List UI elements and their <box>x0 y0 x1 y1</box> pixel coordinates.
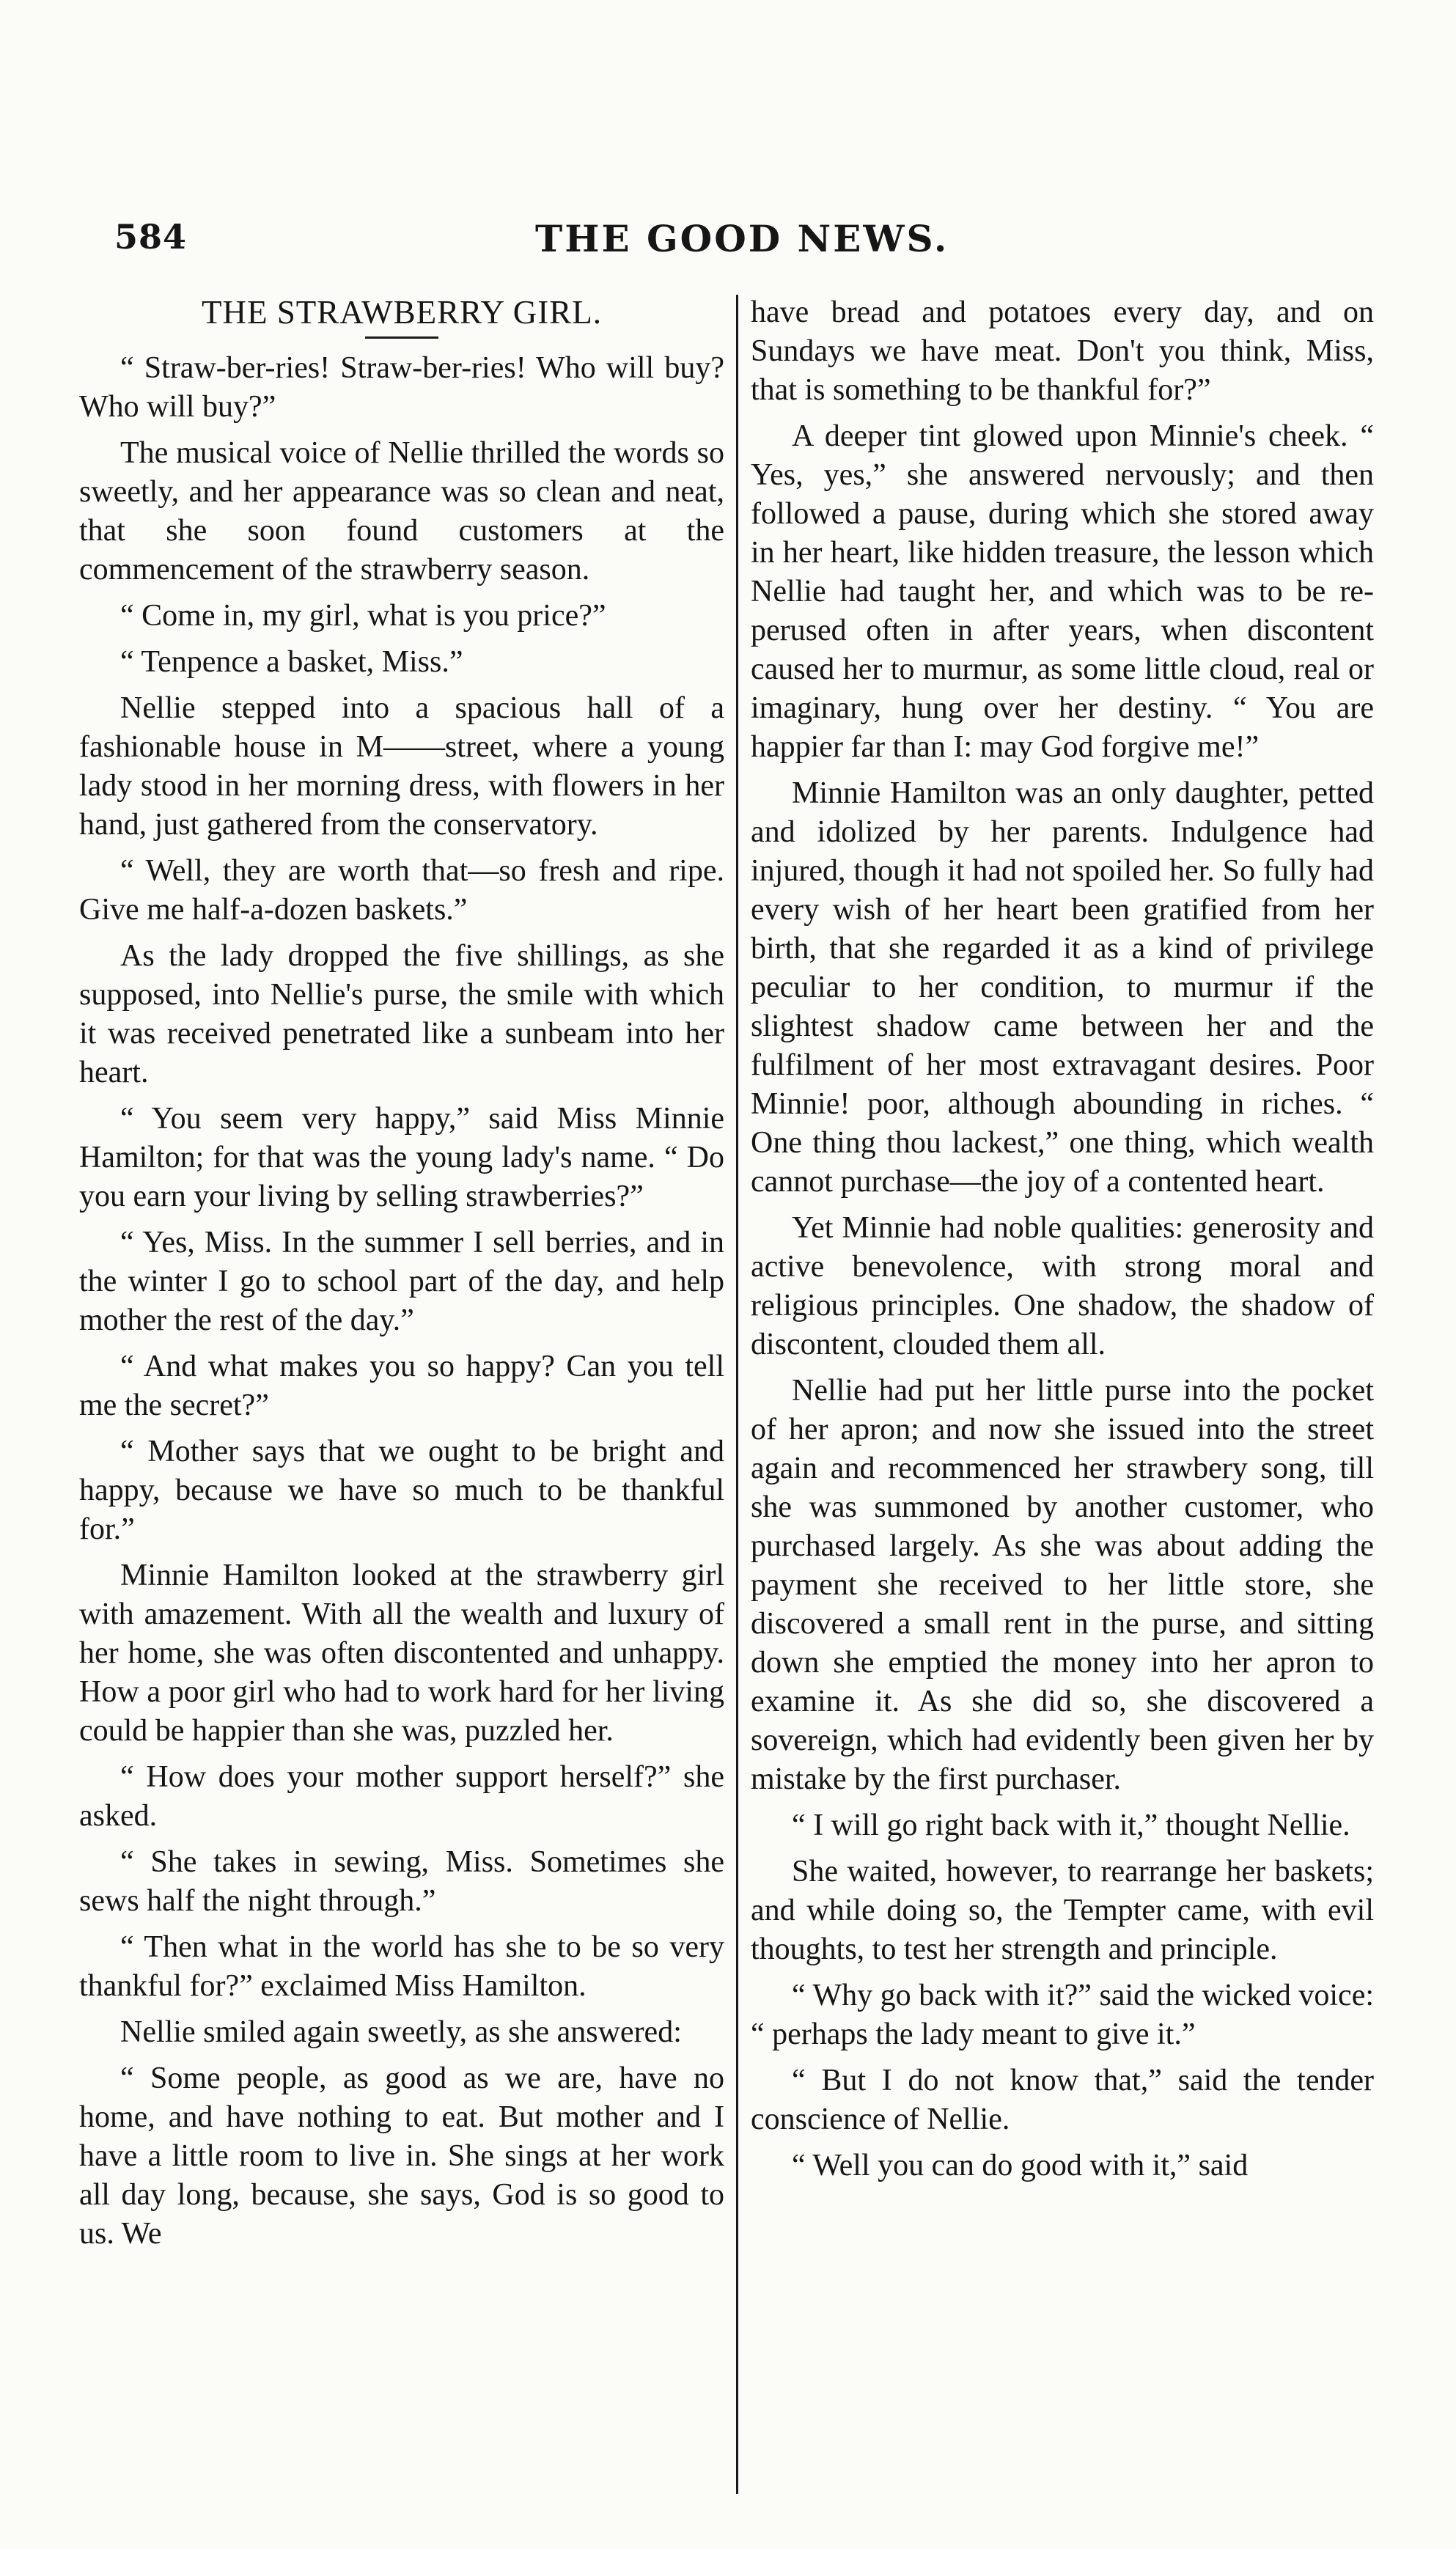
left-column <box>79 293 724 2261</box>
paragraph: “ How does your mother support herself?” she asked. <box>79 1760 724 1833</box>
column-divider <box>736 295 738 2494</box>
paragraph: “ Straw-ber-ries! Straw-ber-ries! Who will buy? Who will buy?” <box>79 351 724 424</box>
paragraph: “ Why go back with it?” said the wicked voice: “ perhaps the lady meant to give it.” <box>751 1979 1374 2051</box>
paragraph: “ Well, they are worth that—so fresh and ripe. Give me half-a-dozen baskets.” <box>79 854 724 927</box>
paragraph: “ She takes in sewing, Miss. Sometimes she sews half the night through.” <box>79 1845 724 1918</box>
paragraph: A deeper tint glowed upon Minnie's cheek. “ Yes, yes,” she answered nervously; and then followed a pause, during which she stored away in her heart, like hidden treasure, the lesson which Nellie had taught her, and which was to be re-perused often in after years, when discontent caused her to murmur, as some little cloud, real or imaginary, hung over her destiny. “ You are happier far than I: may God forgive me!” <box>751 419 1374 764</box>
paragraph: “ You seem very happy,” said Miss Minnie Hamilton; for that was the young lady's name. “ Do you earn your living by selling strawberries?” <box>79 1102 724 1213</box>
paragraph: “ Some people, as good as we are, have no home, and have nothing to eat. But mother and I have a little room to live in. She sings at her work all day long, because, she says, God is so good to us. We <box>79 2061 724 2251</box>
paragraph: She waited, however, to rearrange her baskets; and while doing so, the Tempter came, with evil thoughts, to test her strength and principle. <box>751 1855 1374 1966</box>
paragraph: “ But I do not know that,” said the tender conscience of Nellie. <box>751 2064 1374 2136</box>
paragraph: “ Mother says that we ought to be bright and happy, because we have so much to be thankful for.” <box>79 1435 724 1546</box>
paragraph: “ Well you can do good with it,” said <box>792 2149 1249 2182</box>
page-number: 584 <box>114 217 188 257</box>
title-rule <box>365 336 438 339</box>
right-column <box>751 293 1374 2193</box>
paragraph: Yet Minnie had noble qualities: generosity and active benevolence, with strong moral and religious principles. One shadow, the shadow of discontent, clouded them all. <box>751 1211 1374 1361</box>
paragraph: “ Yes, Miss. In the summer I sell berries, and in the winter I go to school part of the day, and help mother the rest of the day.” <box>79 1226 724 1337</box>
paragraph: As the lady dropped the five shillings, as she supposed, into Nellie's purse, the smile with which it was received penetrated like a sunbeam into her heart. <box>79 939 724 1089</box>
paragraph: Nellie stepped into a spacious hall of a fashionable house in M——street, where a young lady stood in her morning dress, with flowers in her hand, just gathered from the conservatory. <box>79 691 724 842</box>
paragraph: Nellie had put her little purse into the pocket of her apron; and now she issued into the street again and recommenced her strawbery song, till she was summoned by another customer, who purchased largely. As she was about adding the payment she received to her little store, she discovered a small rent in the purse, and sitting down she emptied the money into her apron to examine it. As she did so, she discovered a sovereign, which had evidently been given her by mistake by the first purchaser. <box>751 1374 1374 1796</box>
paragraph: “ I will go right back with it,” thought Nellie. <box>792 1809 1350 1842</box>
paragraph: Nellie smiled again sweetly, as she answered: <box>120 2015 682 2049</box>
paragraph: Minnie Hamilton looked at the strawberry girl with amazement. With all the wealth and luxury of her home, she was often discontented and unhappy. How a poor girl who had to work hard for her living could be happier than she was, puzzled her. <box>79 1559 724 1748</box>
paragraph: Minnie Hamilton was an only daughter, petted and idolized by her parents. Indulgence had injured, though it had not spoiled her. So fully had every wish of her heart been gratified from her birth, that she regarded it as a kind of privilege peculiar to her condition, to murmur if the slightest shadow came between her and the fulfilment of her most extravagant desires. Poor Minnie! poor, although abounding in riches. “ One thing thou lackest,” one thing, which wealth cannot purchase—the joy of a contented heart. <box>751 776 1374 1199</box>
article-title: THE STRAWBERRY GIRL. <box>202 294 602 331</box>
paragraph: “ And what makes you so happy? Can you tell me the secret?” <box>79 1350 724 1422</box>
paragraph: “ Tenpence a basket, Miss.” <box>120 645 463 679</box>
paragraph: have bread and potatoes every day, and on Sundays we have meat. Don't you think, Miss, that is something to be thankful for?” <box>751 295 1374 407</box>
running-title: THE GOOD NEWS. <box>535 217 949 260</box>
paragraph: The musical voice of Nellie thrilled the words so sweetly, and her appearance was so clean and neat, that she soon found customers at the commencement of the strawberry season. <box>79 436 724 586</box>
paragraph: “ Come in, my girl, what is you price?” <box>120 599 606 633</box>
paragraph: “ Then what in the world has she to be so very thankful for?” exclaimed Miss Hamilton. <box>79 1930 724 2003</box>
